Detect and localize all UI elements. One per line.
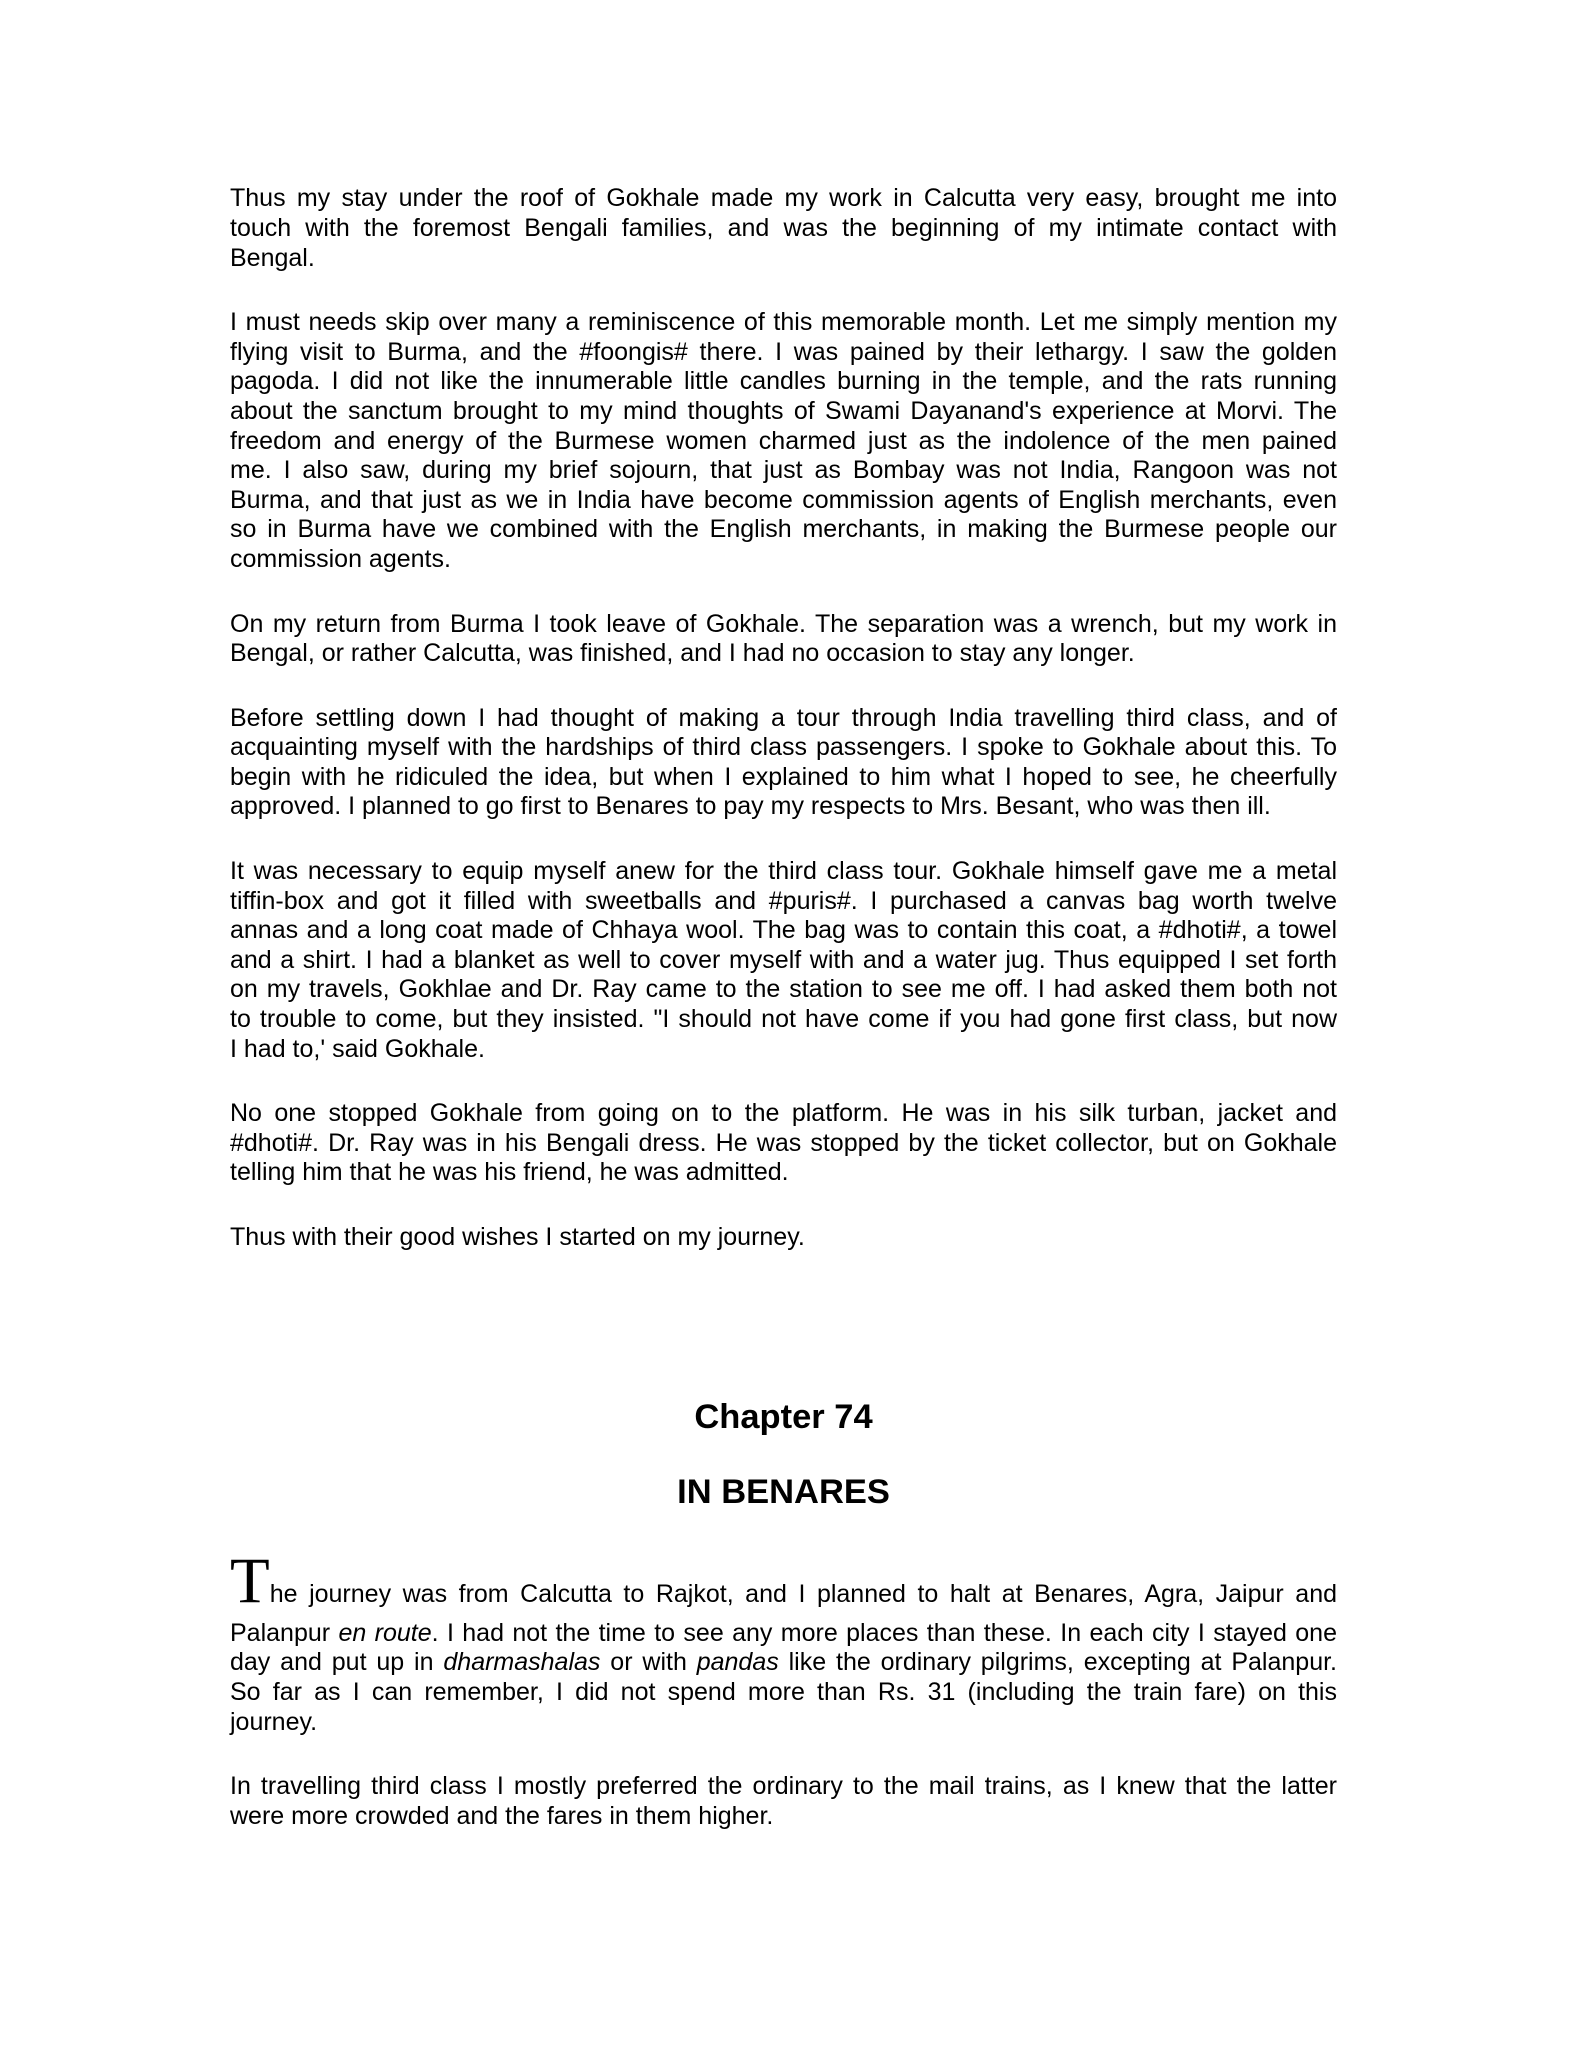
text-line: acquainting myself with the hardships of third class passengers. I spoke to Gokhale about this. To — [230, 733, 1337, 762]
text-segment: Palanpur — [230, 1618, 339, 1647]
text-line: I had to,' said Gokhale. — [230, 1034, 485, 1063]
text-line: commission agents. — [230, 544, 451, 573]
paragraph — [230, 704, 1337, 822]
text-line — [230, 1802, 1337, 1832]
chapter-text-column — [230, 1545, 1337, 1866]
paragraph — [230, 1099, 1337, 1188]
text-line: flying visit to Burma, and the #foongis# there. I was pained by their lethargy. I saw the golden — [230, 337, 1337, 366]
italic-text-segment: pandas — [696, 1648, 779, 1677]
chapter-title: IN BENARES — [677, 1472, 890, 1511]
text-line — [230, 1708, 1337, 1738]
text-line: begin with he ridiculed the idea, but when I explained to him what I hoped to see, he cheerfully — [230, 762, 1337, 791]
text-line: On my return from Burma I took leave of Gokhale. The separation was a wrench, but my work in — [230, 609, 1337, 638]
italic-text-segment: en route — [338, 1618, 432, 1647]
text-line: Burma, and that just as we in India have become commission agents of English merchants, even — [230, 485, 1337, 514]
text-line: Thus my stay under the roof of Gokhale made my work in Calcutta very easy, brought me into — [230, 184, 1337, 213]
text-line: It was necessary to equip myself anew for the third class tour. Gokhale himself gave me a metal — [230, 857, 1337, 886]
text-line: Bengal. — [230, 243, 315, 272]
text-line: Thus with their good wishes I started on my journey. — [230, 1223, 805, 1252]
text-line — [230, 1678, 1337, 1708]
text-segment: In travelling third class I mostly preferred the ordinary to the mail trains, as I knew that the latter — [230, 1772, 1337, 1801]
paragraph — [230, 610, 1337, 669]
text-segment: day and put up in — [230, 1648, 444, 1677]
text-line: so in Burma have we combined with the English merchants, in making the Burmese people our — [230, 515, 1337, 544]
paragraph — [230, 857, 1337, 1064]
text-segment: were more crowded and the fares in them higher. — [230, 1801, 774, 1830]
text-line: about the sanctum brought to my mind thoughts of Swami Dayanand's experience at Morvi. The — [230, 396, 1337, 425]
italic-text-segment: dharmashalas — [443, 1648, 601, 1677]
text-line: touch with the foremost Bengali families, and was the beginning of my intimate contact with — [230, 213, 1337, 242]
paragraph — [230, 308, 1337, 574]
text-segment: he journey was from Calcutta to Rajkot, and I planned to halt at Benares, Agra, Jaipur and — [269, 1580, 1337, 1609]
text-line — [230, 1648, 1337, 1678]
text-line: telling him that he was his friend, he was admitted. — [230, 1158, 789, 1187]
text-line — [230, 1772, 1337, 1802]
paragraph — [230, 184, 1337, 273]
text-segment: or with — [600, 1648, 697, 1677]
text-line: #dhoti#. Dr. Ray was in his Bengali dress. He was stopped by the ticket collector, but on Gokhale — [230, 1128, 1337, 1157]
text-column — [230, 184, 1337, 1287]
text-line: on my travels, Gokhlae and Dr. Ray came to the station to see me off. I had asked them both not — [230, 975, 1337, 1004]
paragraph — [230, 1772, 1337, 1831]
text-line: I must needs skip over many a reminiscence of this memorable month. Let me simply mention my — [230, 308, 1337, 337]
text-segment: like the ordinary pilgrims, excepting at Palanpur. — [778, 1648, 1337, 1677]
text-line: Before settling down I had thought of making a tour through India travelling third class, and of — [230, 703, 1337, 732]
text-line: freedom and energy of the Burmese women charmed just as the indolence of the men pained — [230, 426, 1337, 455]
text-line: No one stopped Gokhale from going on to the platform. He was in his silk turban, jacket and — [230, 1099, 1337, 1128]
text-line: pagoda. I did not like the innumerable little candles burning in the temple, and the rats running — [230, 367, 1337, 396]
drop-cap: T — [230, 1545, 270, 1618]
text-segment: . I had not the time to see any more places than these. In each city I stayed one — [431, 1618, 1337, 1647]
text-line: me. I also saw, during my brief sojourn, that just as Bombay was not India, Rangoon was not — [230, 456, 1337, 485]
text-line: annas and a long coat made of Chhaya wool. The bag was to contain this coat, a #dhoti#, a towel — [230, 916, 1337, 945]
text-line: and a shirt. I had a blanket as well to cover myself with and a water jug. Thus equipped I set forth — [230, 945, 1337, 974]
text-line — [230, 1619, 1337, 1649]
chapter-number: Chapter 74 — [694, 1397, 873, 1436]
text-line: Bengal, or rather Calcutta, was finished, and I had no occasion to stay any longer. — [230, 639, 1135, 668]
text-line: to trouble to come, but they insisted. "I should not have come if you had gone first class, but now — [230, 1005, 1337, 1034]
text-segment: So far as I can remember, I did not spend more than Rs. 31 (including the train fare) on this — [230, 1678, 1337, 1707]
text-line — [230, 1545, 1337, 1619]
paragraph — [230, 1545, 1337, 1737]
text-line: tiffin-box and got it filled with sweetballs and #puris#. I purchased a canvas bag worth twelve — [230, 886, 1337, 915]
text-segment: journey. — [230, 1707, 318, 1736]
text-line: approved. I planned to go first to Benares to pay my respects to Mrs. Besant, who was then ill. — [230, 792, 1271, 821]
paragraph — [230, 1223, 1337, 1253]
